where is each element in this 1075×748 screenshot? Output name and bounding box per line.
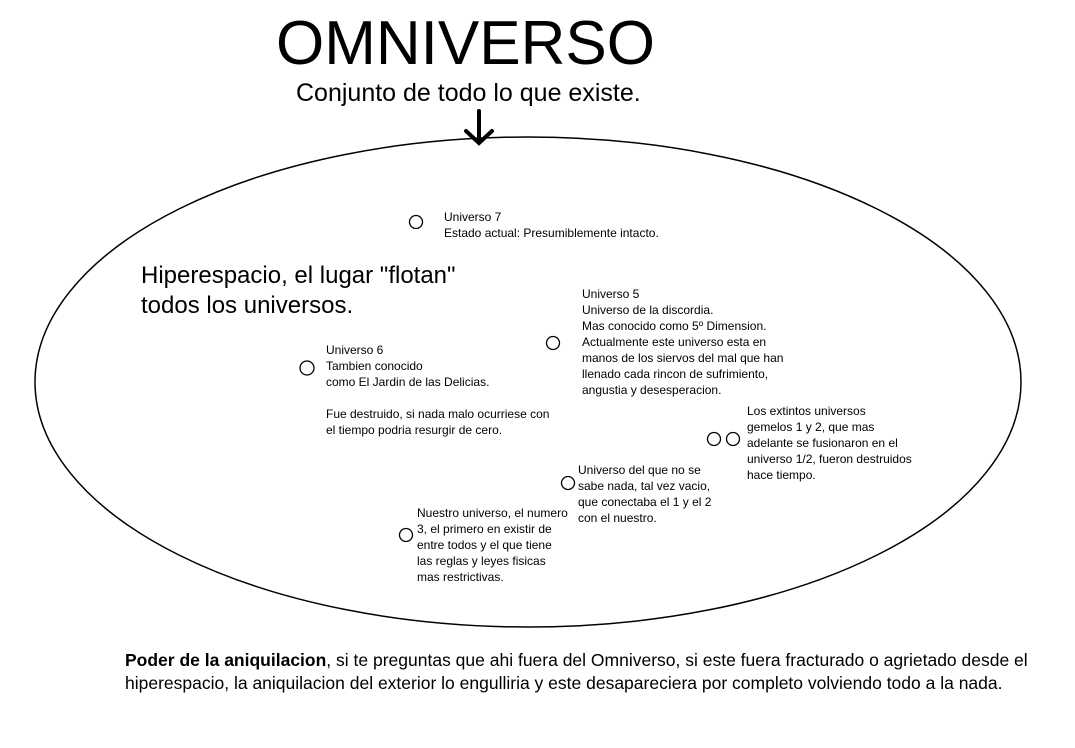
hyperspace-line-2: todos los universos.	[141, 292, 354, 319]
universe-5-line: Universo 5	[582, 287, 640, 301]
hyperspace-line-1: Hiperespacio, el lugar "flotan"	[141, 262, 456, 289]
universe-5-line: manos de los siervos del mal que han	[582, 351, 784, 365]
universe-1-circle	[708, 433, 721, 446]
annihilation-note-text: , si te preguntas que ahi fuera del Omniverso, si este fuera fracturado o agrietado desde el hiperespacio, la aniquilacion del exterior lo engulliria y este desapareciera por completo volviendo todo a la nada.	[125, 650, 1028, 693]
universes-1-2-line: Los extintos universos	[747, 404, 866, 418]
unknown-universe-circle	[562, 477, 575, 490]
universe-3-label	[417, 505, 568, 585]
universe-3-line: las reglas y leyes fisicas	[417, 554, 546, 568]
universe-3-line: 3, el primero en existir de	[417, 522, 552, 536]
universe-3-circle	[400, 529, 413, 542]
unknown-universe-label	[578, 462, 711, 526]
universe-6-line: el tiempo podria resurgir de cero.	[326, 423, 503, 437]
page-subtitle: Conjunto de todo lo que existe.	[296, 79, 641, 107]
page-title: OMNIVERSO	[276, 9, 655, 78]
universe-7-label	[444, 209, 659, 241]
universes-1-2-line: adelante se fusionaron en el	[747, 436, 898, 450]
universe-5-line: Mas conocido como 5º Dimension.	[582, 319, 767, 333]
universe-7-circle	[410, 216, 423, 229]
universe-6-circle	[300, 361, 314, 375]
unknown-universe-line: sabe nada, tal vez vacio,	[578, 479, 711, 493]
universe-5-line: angustia y desesperacion.	[582, 383, 722, 397]
universes-1-2-line: gemelos 1 y 2, que mas	[747, 420, 875, 434]
universe-6-line: Tambien conocido	[326, 359, 423, 373]
universe-2-circle	[727, 433, 740, 446]
universe-6-line: Universo 6	[326, 343, 384, 357]
universe-5-line: llenado cada rincon de sufrimiento,	[582, 367, 769, 381]
universes-1-2-line: universo 1/2, fueron destruidos	[747, 452, 912, 466]
universe-6-spacer	[326, 390, 549, 406]
hyperspace-label	[141, 261, 456, 321]
universe-6-line: Fue destruido, si nada malo ocurriese con	[326, 407, 550, 421]
universes-1-2-line: hace tiempo.	[747, 468, 816, 482]
universe-6-label	[326, 342, 549, 438]
universe-3-line: mas restrictivas.	[417, 570, 504, 584]
annihilation-note	[125, 649, 1040, 695]
universe-5-line: Universo de la discordia.	[582, 303, 714, 317]
universe-5-label	[582, 286, 783, 398]
universes-1-2-label	[747, 403, 912, 483]
unknown-universe-line: con el nuestro.	[578, 511, 657, 525]
universe-6-line: como El Jardin de las Delicias.	[326, 375, 490, 389]
unknown-universe-line: Universo del que no se	[578, 463, 701, 477]
annihilation-note-bold: Poder de la aniquilacion	[125, 650, 327, 670]
universe-7-line: Estado actual: Presumiblemente intacto.	[444, 226, 659, 240]
universe-5-line: Actualmente este universo esta en	[582, 335, 767, 349]
universe-7-line: Universo 7	[444, 210, 502, 224]
universe-3-line: Nuestro universo, el numero	[417, 506, 568, 520]
universe-3-line: entre todos y el que tiene	[417, 538, 552, 552]
unknown-universe-line: que conectaba el 1 y el 2	[578, 495, 712, 509]
